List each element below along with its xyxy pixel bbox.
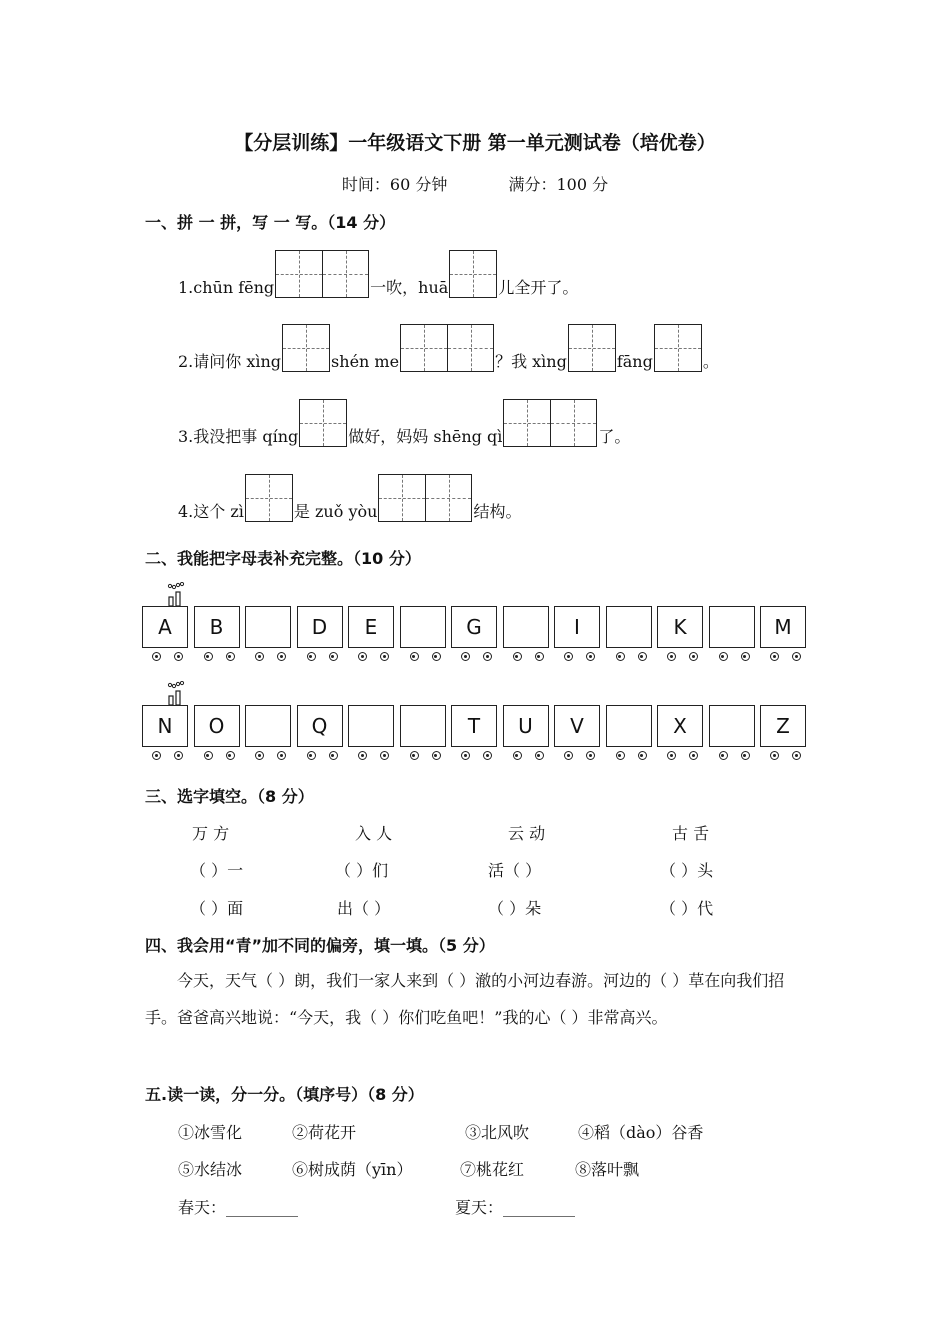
letter-box-z: Z — [760, 705, 806, 747]
fill-blank[interactable]: （ ）一 — [190, 861, 244, 880]
wheel-icon — [535, 652, 544, 661]
letter-blank[interactable] — [709, 606, 755, 648]
option-item: ④稻（dào）谷香 — [578, 1123, 704, 1142]
letter-box-o: O — [194, 705, 240, 747]
choice-group: 云 动 — [508, 824, 546, 843]
wheel-icon — [329, 652, 338, 661]
option-item: ②荷花开 — [292, 1123, 357, 1142]
chimney-smoke-icon — [166, 681, 190, 705]
wheel-icon — [513, 751, 522, 760]
fill-paragraph[interactable]: 今天，天气（ ）朗，我们一家人来到（ ）澈的小河边春游。河边的（ ）草在向我们招手。爸爸高兴地说：“今天，我（ ）你们吃鱼吧！”我的心（ ）非常高兴。 — [145, 971, 785, 1027]
letter-blank[interactable] — [606, 705, 652, 747]
letter-blank[interactable] — [503, 606, 549, 648]
writing-grid[interactable] — [282, 324, 330, 372]
letter-box-m: M — [760, 606, 806, 648]
wheel-icon — [719, 652, 728, 661]
wheel-icon — [152, 652, 161, 661]
wheel-icon — [792, 652, 801, 661]
wheel-icon — [204, 652, 213, 661]
wheel-icon — [152, 751, 161, 760]
spring-answer[interactable]: 春天：_________ — [178, 1198, 299, 1217]
fill-blank[interactable]: （ ）头 — [660, 861, 714, 880]
wheel-icon — [461, 652, 470, 661]
wheel-icon — [432, 751, 441, 760]
wheel-icon — [535, 751, 544, 760]
wheel-icon — [483, 652, 492, 661]
wheel-icon — [616, 751, 625, 760]
exam-time: 时间：60 分钟 — [341, 175, 448, 194]
wheel-icon — [616, 652, 625, 661]
letter-box-b: B — [194, 606, 240, 648]
choice-group: 万 方 — [192, 824, 230, 843]
letter-box-v: V — [554, 705, 600, 747]
alphabet-train-1 — [142, 606, 836, 666]
letter-blank[interactable] — [245, 606, 291, 648]
writing-grid[interactable] — [400, 324, 494, 372]
wheel-icon — [667, 652, 676, 661]
wheel-icon — [741, 751, 750, 760]
wheel-icon — [255, 652, 264, 661]
letter-box-u: U — [503, 705, 549, 747]
option-item: ⑧落叶飘 — [575, 1160, 640, 1179]
wheel-icon — [770, 751, 779, 760]
wheel-icon — [358, 751, 367, 760]
wheel-icon — [564, 751, 573, 760]
section-5-heading: 五.读一读，分一分。（填序号）（8 分） — [145, 1085, 424, 1104]
wheel-icon — [586, 751, 595, 760]
writing-grid[interactable] — [654, 324, 702, 372]
wheel-icon — [307, 751, 316, 760]
fill-blank[interactable]: （ ）朵 — [488, 899, 542, 918]
page-title: 【分层训练】一年级语文下册 第一单元测试卷（培优卷） — [234, 132, 716, 154]
wheel-icon — [410, 652, 419, 661]
writing-grid[interactable] — [503, 399, 597, 447]
wheel-icon — [689, 751, 698, 760]
wheel-icon — [667, 751, 676, 760]
question-1-4: 4.这个 zì 是 zuǒ yòu 结构。 — [178, 474, 521, 522]
wheel-icon — [307, 652, 316, 661]
wheel-icon — [792, 751, 801, 760]
writing-grid[interactable] — [275, 250, 369, 298]
letter-box-t: T — [451, 705, 497, 747]
writing-grid[interactable] — [299, 399, 347, 447]
choice-group: 入 人 — [355, 824, 393, 843]
fill-blank[interactable]: （ ）们 — [335, 861, 389, 880]
wheel-icon — [461, 751, 470, 760]
wheel-icon — [204, 751, 213, 760]
letter-blank[interactable] — [606, 606, 652, 648]
wheel-icon — [513, 652, 522, 661]
wheel-icon — [174, 652, 183, 661]
letter-blank[interactable] — [709, 705, 755, 747]
wheel-icon — [741, 652, 750, 661]
wheel-icon — [483, 751, 492, 760]
wheel-icon — [586, 652, 595, 661]
option-item: ⑥树成荫（yīn） — [292, 1160, 413, 1179]
writing-grid[interactable] — [568, 324, 616, 372]
option-item: ⑦桃花红 — [460, 1160, 525, 1179]
wheel-icon — [380, 652, 389, 661]
summer-answer[interactable]: 夏天：_________ — [455, 1198, 576, 1217]
section-3-heading: 三、选字填空。（8 分） — [145, 787, 314, 806]
letter-box-g: G — [451, 606, 497, 648]
exam-score: 满分：100 分 — [508, 175, 609, 194]
wheel-icon — [770, 652, 779, 661]
wheel-icon — [432, 652, 441, 661]
fill-blank[interactable]: 出（ ） — [337, 899, 391, 918]
wheel-icon — [638, 751, 647, 760]
exam-info — [0, 172, 950, 195]
wheel-icon — [380, 751, 389, 760]
fill-blank[interactable]: 活（ ） — [488, 861, 542, 880]
letter-blank[interactable] — [348, 705, 394, 747]
section-1-heading: 一、拼 一 拼，写 一 写。（14 分） — [145, 213, 396, 232]
option-item: ⑤水结冰 — [178, 1160, 243, 1179]
letter-box-x: X — [657, 705, 703, 747]
writing-grid[interactable] — [449, 250, 497, 298]
question-1-3: 3.我没把事 qíng 做好，妈妈 shēng qì 了。 — [178, 399, 630, 447]
option-item: ③北风吹 — [465, 1123, 530, 1142]
letter-blank[interactable] — [400, 705, 446, 747]
letter-box-i: I — [554, 606, 600, 648]
letter-box-d: D — [297, 606, 343, 648]
option-item: ①冰雪化 — [178, 1123, 243, 1142]
letter-box-n: N — [142, 705, 188, 747]
letter-box-q: Q — [297, 705, 343, 747]
letter-box-a: A — [142, 606, 188, 648]
wheel-icon — [564, 652, 573, 661]
writing-grid[interactable] — [245, 474, 293, 522]
letter-box-e: E — [348, 606, 394, 648]
wheel-icon — [277, 751, 286, 760]
wheel-icon — [329, 751, 338, 760]
fill-blank[interactable]: （ ）代 — [660, 899, 714, 918]
choice-group: 古 舌 — [672, 824, 710, 843]
wheel-icon — [689, 652, 698, 661]
wheel-icon — [226, 652, 235, 661]
fill-blank[interactable]: （ ）面 — [190, 899, 244, 918]
wheel-icon — [226, 751, 235, 760]
question-1-2: 2.请问你 xìng shén me ？我 xìng fāng 。 — [178, 324, 719, 372]
wheel-icon — [174, 751, 183, 760]
wheel-icon — [638, 652, 647, 661]
wheel-icon — [410, 751, 419, 760]
wheel-icon — [719, 751, 728, 760]
section-2-heading: 二、我能把字母表补充完整。（10 分） — [145, 549, 421, 568]
section-4-heading: 四、我会用“青”加不同的偏旁，填一填。（5 分） — [145, 936, 495, 955]
question-1-1: 1.chūn fēng 一吹，huā 儿全开了。 — [178, 250, 578, 298]
chimney-smoke-icon — [166, 582, 190, 606]
alphabet-train-2 — [142, 705, 836, 765]
wheel-icon — [255, 751, 264, 760]
letter-blank[interactable] — [245, 705, 291, 747]
wheel-icon — [277, 652, 286, 661]
wheel-icon — [358, 652, 367, 661]
letter-blank[interactable] — [400, 606, 446, 648]
letter-box-k: K — [657, 606, 703, 648]
writing-grid[interactable] — [378, 474, 472, 522]
